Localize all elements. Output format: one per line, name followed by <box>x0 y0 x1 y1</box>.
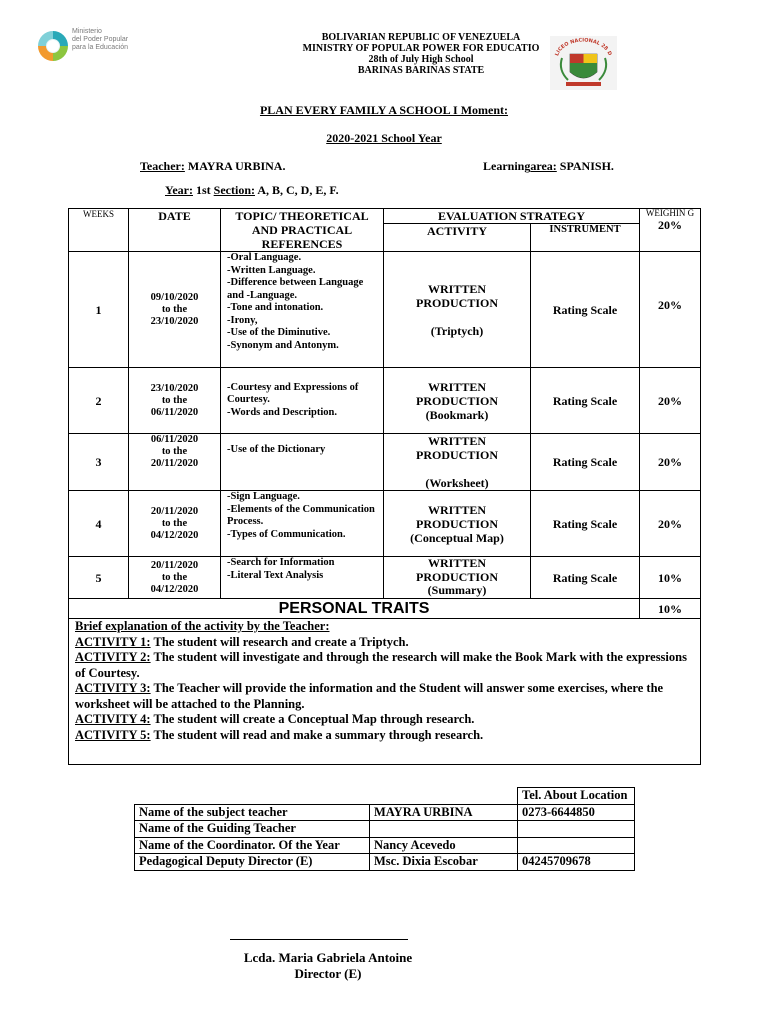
week-number: 5 <box>69 557 129 599</box>
week-number: 4 <box>69 491 129 557</box>
school-crest <box>550 36 617 90</box>
weight-cell: 20% <box>640 434 701 491</box>
activity-cell <box>384 434 531 491</box>
contact-role: Pedagogical Deputy Director (E) <box>135 854 370 871</box>
plan-table <box>68 208 701 765</box>
topic-list <box>221 557 384 599</box>
table-row <box>69 368 701 434</box>
activity-text: The student will research and create a Triptych. <box>150 634 409 649</box>
date-sep: to the <box>161 303 188 315</box>
weighing-label: WEIGHIN G <box>645 208 695 218</box>
topic-item: -Oral Language. <box>227 252 302 263</box>
topic-item: -Search for Information <box>227 557 335 568</box>
weight-cell: 20% <box>640 368 701 434</box>
activity-label: ACTIVITY 5: <box>75 727 151 742</box>
activity-label: ACTIVITY 3: <box>75 681 151 695</box>
activity-cell <box>384 557 531 599</box>
year-label: Year: <box>165 183 193 197</box>
date-end: 04/12/2020 <box>150 583 199 595</box>
personal-traits-weight: 10% <box>640 599 701 619</box>
ministry-logo-line-3: para la Educación <box>72 44 129 51</box>
date-sep: to the <box>161 517 188 529</box>
date-range <box>129 434 221 491</box>
weighing-pct: 20% <box>658 218 683 232</box>
activity-cell <box>384 252 531 368</box>
institution-line-4: BARINAS BARINAS STATE <box>357 65 485 76</box>
activity-line: PRODUCTION <box>415 448 498 462</box>
contact-tel <box>518 837 635 854</box>
week-number: 2 <box>69 368 129 434</box>
teacher-value: MAYRA URBINA. <box>187 159 286 173</box>
topic-item: -Written Language. <box>227 264 316 276</box>
explanation-row <box>69 619 701 765</box>
col-activity-header: ACTIVITY <box>384 224 531 252</box>
topic-item: -Literal Text Analysis <box>227 569 324 581</box>
activity-cell <box>384 368 531 434</box>
section-value: A, B, C, D, E, F. <box>257 183 339 197</box>
instrument-cell: Rating Scale <box>531 557 640 599</box>
week-number: 3 <box>69 434 129 491</box>
contact-row <box>135 821 635 838</box>
topic-item: -Words and Description. <box>227 406 337 418</box>
col-date-header: DATE <box>129 209 221 252</box>
topic-item: -Difference between Language and -Language. <box>227 277 364 301</box>
contact-row <box>135 804 635 821</box>
tel-header: Tel. About Location <box>518 788 635 805</box>
school-crest-icon <box>550 36 617 90</box>
signature-block <box>200 950 456 982</box>
contact-row <box>135 837 635 854</box>
director-title: Director (E) <box>294 966 362 981</box>
contact-name <box>370 821 518 838</box>
week-number: 1 <box>69 252 129 368</box>
activity-line: WRITTEN <box>427 281 486 296</box>
topic-item: -Use of the Diminutive. <box>227 327 331 338</box>
weight-cell: 10% <box>640 557 701 599</box>
activity-label: ACTIVITY 4: <box>75 712 151 726</box>
topic-list <box>221 368 384 434</box>
ministry-logo-line-1: Ministerio <box>72 28 102 35</box>
institution-header <box>290 32 552 76</box>
date-range <box>129 491 221 557</box>
activity-label: ACTIVITY 2: <box>75 650 151 664</box>
instrument-cell: Rating Scale <box>531 252 640 368</box>
activity-explanation <box>75 635 694 651</box>
date-range <box>129 368 221 434</box>
teacher-label: Teacher: <box>140 159 185 173</box>
plan-header-row <box>69 209 701 224</box>
learning-area-label-b: area: <box>530 159 557 173</box>
activity-text: The student will read and make a summary through research. <box>150 727 484 742</box>
empty-cell <box>370 788 518 805</box>
section-label: Section: <box>213 183 255 197</box>
activity-line: PRODUCTION <box>415 516 498 531</box>
activity-explanation <box>75 712 694 728</box>
contact-name: Msc. Dixia Escobar <box>370 854 518 871</box>
activity-label: ACTIVITY 1: <box>75 634 151 649</box>
plan-title: PLAN EVERY FAMILY A SCHOOL I Moment: <box>259 103 509 117</box>
activity-spacer <box>386 462 528 476</box>
weight-cell: 20% <box>640 252 701 368</box>
contact-row <box>135 854 635 871</box>
activity-text: The student will investigate and through the research will make the Book Mark with the expressions of Courtesy. <box>75 650 687 680</box>
contact-name: Nancy Acevedo <box>370 837 518 854</box>
learning-area-label-a: Learning <box>483 159 531 173</box>
ministry-logo-text <box>72 28 128 52</box>
col-evaluation-header: EVALUATION STRATEGY <box>384 209 640 224</box>
topic-item: -Irony, <box>227 314 258 326</box>
date-end: 20/11/2020 <box>150 458 199 469</box>
col-weeks-header: WEEKS <box>69 209 129 252</box>
year-section-line <box>165 183 339 198</box>
date-sep: to the <box>161 571 188 583</box>
table-row <box>69 557 701 599</box>
activity-cell <box>384 491 531 557</box>
table-row <box>69 434 701 491</box>
date-range <box>129 557 221 599</box>
topic-list <box>221 252 384 368</box>
institution-line-2: MINISTRY OF POPULAR POWER FOR EDUCATIO <box>302 43 540 54</box>
date-start: 06/11/2020 <box>150 434 199 445</box>
activity-line: WRITTEN <box>427 556 486 571</box>
explanation-title: Brief explanation of the activity by the Teacher: <box>75 619 330 633</box>
topic-item: -Use of the Dictionary <box>227 444 326 455</box>
school-year: 2020-2021 School Year <box>326 131 442 145</box>
personal-traits-row <box>69 599 701 619</box>
contact-role: Name of the subject teacher <box>135 804 370 821</box>
crest-label: LICEO NACIONAL 28 D <box>554 37 613 57</box>
teacher-line <box>140 159 285 174</box>
instrument-cell: Rating Scale <box>531 491 640 557</box>
date-start: 23/10/2020 <box>150 382 199 394</box>
contacts-header-row <box>135 788 635 805</box>
date-start: 20/11/2020 <box>150 505 199 517</box>
activity-text: The student will create a Conceptual Map through research. <box>150 712 475 726</box>
activity-line: (Triptych) <box>430 323 484 338</box>
date-start: 20/11/2020 <box>150 559 199 571</box>
date-end: 23/10/2020 <box>150 315 199 327</box>
date-sep: to the <box>161 394 188 406</box>
date-end: 06/11/2020 <box>150 406 199 418</box>
instrument-cell: Rating Scale <box>531 368 640 434</box>
topic-item: -Synonym and Antonym. <box>227 339 339 351</box>
ministry-logo <box>36 26 129 66</box>
table-row <box>69 252 701 368</box>
weight-cell: 20% <box>640 491 701 557</box>
contact-role: Name of the Coordinator. Of the Year <box>135 837 370 854</box>
contact-tel: 0273-6644850 <box>518 804 635 821</box>
instrument-cell: Rating Scale <box>531 434 640 491</box>
activity-explanation <box>75 681 694 712</box>
activity-line: PRODUCTION <box>415 569 498 584</box>
activity-line: WRITTEN <box>427 434 486 448</box>
institution-line-1: BOLIVARIAN REPUBLIC OF VENEZUELA <box>321 32 521 43</box>
contact-tel <box>518 821 635 838</box>
activity-spacer <box>386 310 528 324</box>
activity-line: (Conceptual Map) <box>410 530 504 545</box>
learning-area-value: SPANISH. <box>559 159 614 173</box>
director-name: Lcda. Maria Gabriela Antoine <box>243 950 413 965</box>
signature-line <box>230 939 408 940</box>
topic-item: -Elements of the Communication Process. <box>227 503 375 527</box>
activity-line: (Summary) <box>427 583 487 598</box>
date-sep: to the <box>161 446 188 457</box>
year-value: 1st <box>195 183 211 197</box>
topic-item: -Sign Language. <box>227 491 300 502</box>
contact-tel: 04245709678 <box>518 854 635 871</box>
activity-explanation <box>75 728 694 744</box>
activity-line: (Bookmark) <box>425 407 489 422</box>
activity-line: PRODUCTION <box>415 295 498 310</box>
contact-role: Name of the Guiding Teacher <box>135 821 370 838</box>
contacts-table <box>134 787 635 871</box>
table-row <box>69 491 701 557</box>
ministry-logo-line-2: del Poder Popular <box>72 36 129 43</box>
explanation-cell <box>69 619 701 765</box>
activity-line: WRITTEN <box>427 379 486 394</box>
activity-line: PRODUCTION <box>415 393 498 408</box>
activity-text: The Teacher will provide the information and the Student will answer some exercises, where the worksheet will be attached to the Planning. <box>75 681 664 711</box>
topic-list <box>221 434 384 491</box>
topic-item: -Tone and intonation. <box>227 302 324 313</box>
contact-name: MAYRA URBINA <box>370 804 518 821</box>
col-instrument-header: INSTRUMENT <box>531 224 640 252</box>
learning-area-line <box>483 159 614 174</box>
date-end: 04/12/2020 <box>150 529 199 541</box>
institution-line-3: 28th of July High School <box>368 54 474 65</box>
topic-list <box>221 491 384 557</box>
activity-line: (Worksheet) <box>425 476 489 490</box>
topic-item: -Courtesy and Expressions of Courtesy. <box>227 381 359 406</box>
empty-cell <box>135 788 370 805</box>
date-start: 09/10/2020 <box>150 291 199 303</box>
activity-explanation <box>75 650 694 681</box>
col-weighing-header <box>640 209 701 252</box>
date-range <box>129 252 221 368</box>
col-topic-header: TOPIC/ THEORETICAL AND PRACTICAL REFERENCES <box>221 209 384 252</box>
personal-traits-label: PERSONAL TRAITS <box>69 599 640 619</box>
ministry-logo-icon <box>36 26 70 66</box>
activity-line: WRITTEN <box>427 502 486 517</box>
topic-item: -Types of Communication. <box>227 528 346 540</box>
